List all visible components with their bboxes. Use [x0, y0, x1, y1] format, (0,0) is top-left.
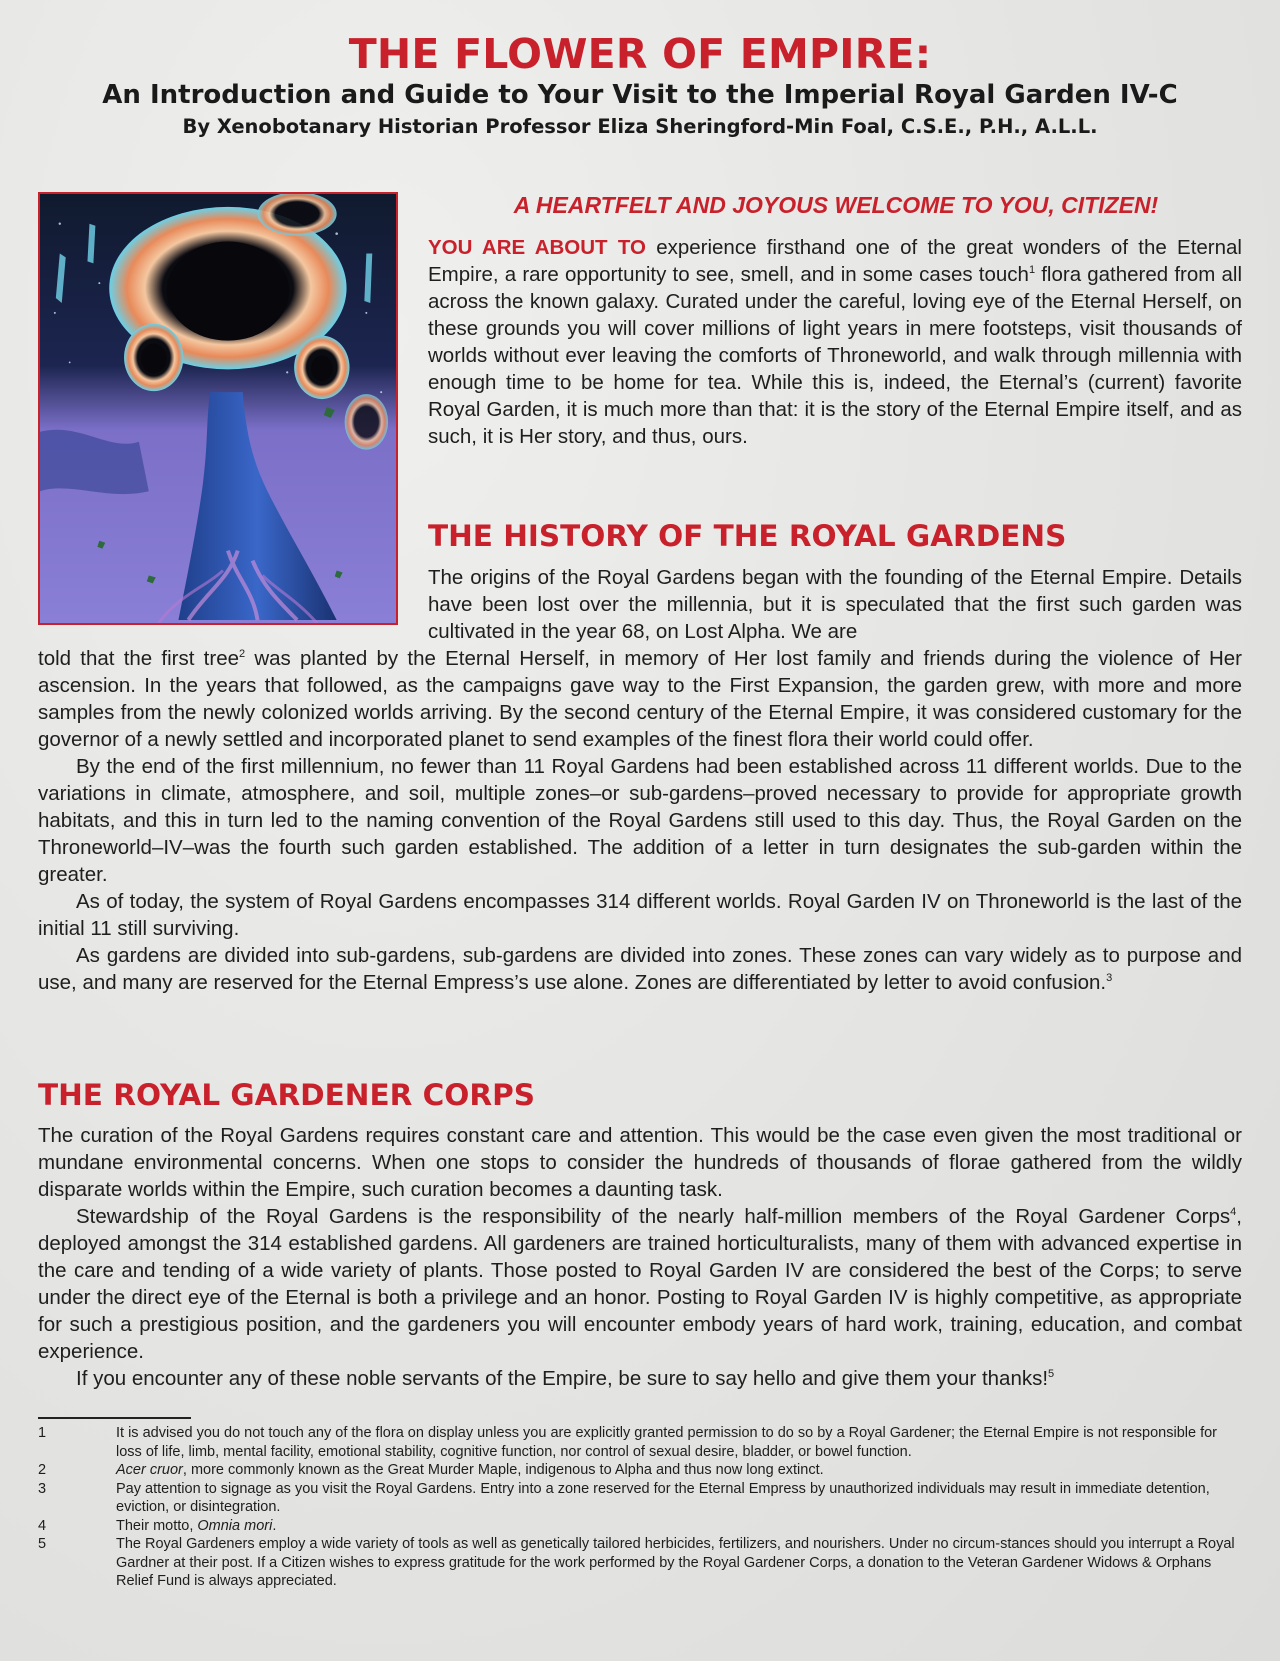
footnote-text-rest: , more commonly known as the Great Murder Maple, indigenous to Alpha and thus now long extinct. — [182, 1462, 824, 1478]
footnote-italic: Acer cruor — [116, 1462, 183, 1478]
corps-p1: The curation of the Royal Gardens requires constant care and attention. This would be the case even given the most traditional or mundane environmental concerns. When one stops to consider the hundreds of thousands of florae gathered from the wildly disparate worlds within the Empire, such curation becomes a daunting task. — [38, 1124, 1242, 1201]
footnote-divider — [38, 1417, 191, 1419]
history-p4-text: As gardens are divided into sub-gardens, sub-gardens are divided into zones. These zones can vary widely as to purpose and use, and many are reserved for the Eternal Empress’s use alone. Zones are differentiated by letter to avoid confusion. — [38, 944, 1242, 994]
footnote-number: 4 — [38, 1517, 47, 1534]
corps-p2-a: Stewardship of the Royal Gardens is the responsibility of the nearly half-million members of the Royal Gardener Corps — [76, 1205, 1231, 1228]
footnote-ref-4: 4 — [1230, 1206, 1237, 1219]
corps-p3 — [38, 1365, 1242, 1392]
footnote-4 — [38, 1517, 1242, 1536]
history-p3: As of today, the system of Royal Gardens encompasses 314 different worlds. Royal Garden IV on Throneworld is the last of the initial 11 still surviving. — [38, 890, 1242, 940]
intro-paragraph — [428, 234, 1242, 450]
history-p4 — [38, 942, 1242, 996]
welcome-heading: A HEARTFELT AND JOYOUS WELCOME TO YOU, CITIZEN! — [513, 192, 1159, 218]
page-subtitle: An Introduction and Guide to Your Visit to the Imperial Royal Garden IV-C — [102, 80, 1178, 110]
footnote-ref-1: 1 — [1028, 264, 1036, 277]
intro-lead: YOU ARE ABOUT TO — [428, 236, 646, 259]
footnote-number: 1 — [38, 1425, 47, 1441]
footnote-ref-2: 2 — [239, 648, 246, 661]
author-byline: By Xenobotanary Historian Professor Eliza Sheringford-Min Foal, C.S.E., P.H., A.L.L. — [182, 115, 1098, 138]
footnote-5 — [38, 1535, 1242, 1591]
footnotes — [38, 1424, 1242, 1591]
footnote-number: 3 — [38, 1480, 47, 1497]
cosmic-tree-illustration — [38, 192, 398, 625]
footnote-text-rest: . — [272, 1517, 277, 1534]
footnote-1 — [38, 1424, 1242, 1461]
footnote-text: The Royal Gardeners employ a wide variety of tools as well as genetically tailored herbicides, fertilizers, and nourishers. Under no circum-stances should you interrupt a Royal Gardner at their post. If a Citizen wishes to express gratitude for the work performed by the Royal Gardener Corps, a donation to the Veteran Gardener Widows & Orphans Relief Fund is always appreciated. — [116, 1536, 1235, 1589]
history-p1-narrow: The origins of the Royal Gardens began with the founding of the Eternal Empire. Details have been lost over the millennia, but it is speculated that the first such garden was cultivated in the year 68, on Lost Alpha. We are — [428, 566, 1242, 643]
footnote-number: 5 — [38, 1536, 47, 1552]
illustration-art — [40, 194, 396, 623]
history-p1-wide — [38, 645, 1242, 753]
corps-heading: THE ROYAL GARDENER CORPS — [38, 1078, 535, 1112]
page-header — [0, 30, 1280, 142]
history-p2: By the end of the first millennium, no fewer than 11 Royal Gardens had been established across 11 different worlds. Due to the variations in climate, atmosphere, and soil, multiple zones–or sub-gardens–proved necessary to provide for appropriate growth habitats, and this in turn led to the naming convention of the Royal Gardens still used to this day. Thus, the Royal Garden on the Throneworld–IV–was the fourth such garden established. The addition of a letter in turn designates the sub-garden within the greater. — [38, 755, 1242, 886]
footnote-number: 2 — [38, 1462, 47, 1478]
footnote-ref-5: 5 — [1048, 1368, 1055, 1381]
footnote-ref-3: 3 — [1106, 972, 1113, 985]
history-p1-b: was planted by the Eternal Herself, in memory of Her lost family and friends during the violence of Her ascension. In the years that followed, as the campaigns gave way to the First Expansion, the garden grew, with more and more samples from the newly colonized worlds arriving. By the second century of the Eternal Empire, it was considered customary for the governor of a newly settled and incorporated planet to send examples of the finest flora their world could offer. — [38, 647, 1242, 751]
footnote-text: It is advised you do not touch any of the flora on display unless you are explicitly granted permission to do so by a Royal Gardener; the Eternal Empire is not responsible for loss of life, limb, mental facility, emotional stability, cognitive function, nor control of sexual desire, bladder, or bowel function. — [116, 1425, 1217, 1460]
corps-body — [38, 1122, 1242, 1392]
intro-text-b: flora gathered from all across the known galaxy. Curated under the careful, loving eye of the Eternal Herself, on these grounds you will cover millions of light years in mere footsteps, visit thousands of worlds without ever leaving the comforts of Throneworld, and walk through millennia with enough time to be home for tea. While this is, indeed, the Eternal’s (current) favorite Royal Garden, it is much more than that: it is the story of the Eternal Empire itself, and as such, it is Her story, and thus, ours. — [428, 263, 1242, 448]
history-heading: THE HISTORY OF THE ROYAL GARDENS — [428, 519, 1067, 553]
history-paragraph-start — [428, 564, 1242, 645]
footnote-text — [116, 1461, 1242, 1480]
footnote-text — [116, 1517, 1242, 1536]
footnote-italic: Omnia mori — [197, 1517, 273, 1534]
footnote-text: Pay attention to signage as you visit the Royal Gardens. Entry into a zone reserved for the Eternal Empress by unauthorized individuals may result in immediate detention, eviction, or disintegration. — [116, 1480, 1210, 1515]
history-p1-a: told that the first tree — [38, 647, 239, 670]
footnote-2 — [38, 1461, 1242, 1480]
footnote-text-a: Their motto, — [116, 1517, 198, 1534]
intro-text-a: experience firsthand one of the great wonders of the Eternal Empire, a rare opportunity to see, smell, and in some cases touch — [428, 236, 1242, 286]
corps-p3-text: If you encounter any of these noble servants of the Empire, be sure to say hello and give them your thanks! — [76, 1367, 1049, 1390]
corps-p2 — [38, 1203, 1242, 1365]
intro-text — [428, 234, 1242, 450]
corps-p2-b: , deployed amongst the 314 established gardens. All gardeners are trained horticulturalists, many of them with advanced expertise in the care and tending of a wide variety of plants. Those posted to Royal Garden IV are considered the best of the Corps; to serve under the direct eye of the Eternal is both a privilege and an honor. Posting to Royal Garden IV is highly competitive, as appropriate for such a prestigious position, and the gardeners you will encounter embody years of hard work, training, education, and combat experience. — [38, 1205, 1242, 1363]
page-title: THE FLOWER OF EMPIRE: — [348, 30, 932, 78]
history-body — [38, 645, 1242, 996]
footnote-3 — [38, 1480, 1242, 1517]
